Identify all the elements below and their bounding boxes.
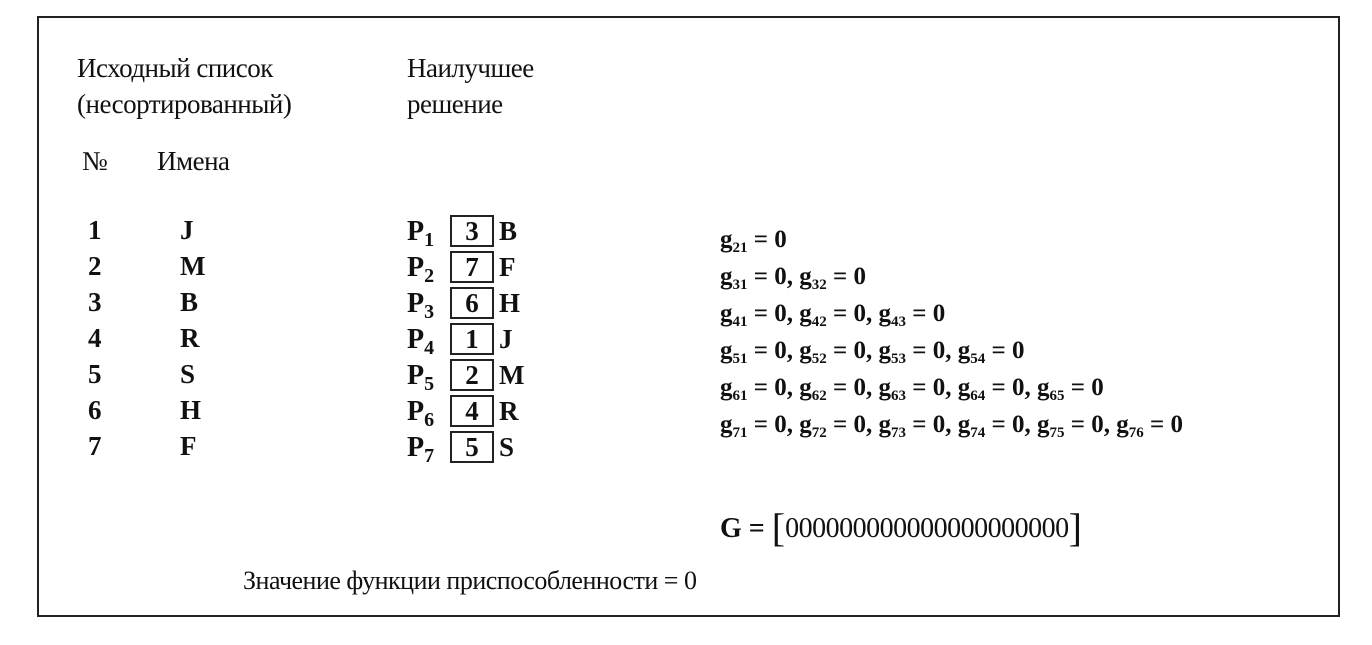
g-term-subscript: 72 <box>811 425 827 441</box>
original-list-header-line2: (несортированный) <box>77 89 292 119</box>
position-letter: P <box>407 252 425 283</box>
g-vector <box>720 504 1082 551</box>
position-letter: P <box>407 216 425 247</box>
g-term: $g_{74} = 0$ <box>957 411 1025 441</box>
original-list-name: F <box>180 431 197 461</box>
g-term-value: 0 <box>774 263 787 290</box>
gene-name: F <box>499 252 516 282</box>
gene-index-box: 3 <box>450 215 494 247</box>
position-label <box>407 252 434 288</box>
g-term: $g_{76} = 0$ <box>1116 411 1183 441</box>
g-term-value: 0 <box>1091 374 1104 401</box>
g-term-value: 0 <box>1012 411 1025 438</box>
g-term-subscript: 32 <box>811 277 827 293</box>
column-number-header: № <box>82 146 108 176</box>
original-list-name: H <box>180 395 202 425</box>
position-letter: P <box>407 324 425 355</box>
gene-name: B <box>499 216 518 246</box>
g-vector-close-bracket: ] <box>1068 505 1082 550</box>
g-term: $g_{54} = 0$ <box>957 337 1025 367</box>
original-list-name: J <box>180 215 194 245</box>
g-term-subscript: 53 <box>891 351 906 367</box>
g-term-value: 0 <box>853 263 866 290</box>
g-term-value: 0 <box>774 374 787 401</box>
original-list-number: 6 <box>88 395 102 425</box>
g-term-subscript: 42 <box>811 314 827 330</box>
g-equation-line: $g_{51} = 0$, $g_{52} = 0$, $g_{53} = 0$, $g_{54} = 0$ <box>720 337 1025 367</box>
fitness-value: 0 <box>683 566 697 595</box>
gene-index-box: 4 <box>450 395 494 427</box>
position-subscript: 4 <box>424 337 435 359</box>
g-term-value: 0 <box>932 337 946 364</box>
position-subscript: 7 <box>424 445 435 467</box>
g-term-value: 0 <box>774 300 787 327</box>
g-term-value: 0 <box>1012 337 1025 364</box>
g-term-subscript: 41 <box>732 314 748 330</box>
g-term: $g_{52} = 0$ <box>799 337 866 367</box>
g-term-subscript: 54 <box>970 351 986 367</box>
g-term-value: 0 <box>774 337 787 364</box>
column-names-header: Имена <box>157 146 230 176</box>
g-term: $g_{63} = 0$ <box>878 374 946 404</box>
g-term-subscript: 51 <box>732 351 748 367</box>
gene-index-box: 1 <box>450 323 494 355</box>
original-list-header-line1: Исходный список <box>77 53 273 83</box>
position-label <box>407 216 434 252</box>
g-term: $g_{73} = 0$ <box>878 411 946 441</box>
g-term-subscript: 65 <box>1049 388 1065 404</box>
g-term-value: 0 <box>1012 374 1025 401</box>
g-term-value: 0 <box>932 411 946 438</box>
best-solution-header <box>407 50 534 122</box>
original-list-name: S <box>180 359 196 389</box>
g-term-subscript: 71 <box>732 425 748 441</box>
g-term: $g_{31} = 0$ <box>720 263 787 293</box>
position-subscript: 3 <box>424 301 435 323</box>
position-letter: P <box>407 396 425 427</box>
g-term-subscript: 64 <box>970 388 986 404</box>
g-term-subscript: 63 <box>891 388 906 404</box>
g-term: $g_{71} = 0$ <box>720 411 787 441</box>
fitness-value-line <box>243 566 696 596</box>
gene-name: H <box>499 288 521 318</box>
fitness-equals: = <box>663 566 678 595</box>
g-term-value: 0 <box>774 411 787 438</box>
gene-index-box: 6 <box>450 287 494 319</box>
g-term: $g_{53} = 0$ <box>878 337 946 367</box>
original-list-number: 5 <box>88 359 102 389</box>
best-solution-header-line1: Наилучшее <box>407 53 534 83</box>
gene-name: R <box>499 396 519 426</box>
original-list-name: B <box>180 287 199 317</box>
g-term-subscript: 75 <box>1049 425 1065 441</box>
g-equation-line: $g_{41} = 0$, $g_{42} = 0$, $g_{43} = 0$ <box>720 300 946 330</box>
position-label <box>407 396 434 432</box>
gene-name: M <box>499 360 525 390</box>
position-letter: P <box>407 360 425 391</box>
g-term: $g_{61} = 0$ <box>720 374 787 404</box>
original-list-number: 1 <box>88 215 102 245</box>
g-term-subscript: 43 <box>891 314 906 330</box>
g-equation-line: $g_{71} = 0$, $g_{72} = 0$, $g_{73} = 0$, $g_{74} = 0$, $g_{75} = 0$, $g_{76} = 0$ <box>720 411 1183 441</box>
g-vector-value: 000000000000000000000 <box>785 513 1069 544</box>
g-equation-line: $g_{61} = 0$, $g_{62} = 0$, $g_{63} = 0$, $g_{64} = 0$, $g_{65} = 0$ <box>720 374 1104 404</box>
g-term: $g_{65} = 0$ <box>1037 374 1104 404</box>
position-label <box>407 288 434 324</box>
g-term-value: 0 <box>932 300 946 327</box>
original-list-number: 3 <box>88 287 102 317</box>
g-term: $g_{42} = 0$ <box>799 300 866 330</box>
original-list-number: 2 <box>88 251 102 281</box>
g-term-subscript: 61 <box>732 388 748 404</box>
g-term-subscript: 73 <box>891 425 906 441</box>
original-list-number: 7 <box>88 431 102 461</box>
g-term-value: 0 <box>774 226 787 253</box>
g-term-subscript: 52 <box>811 351 827 367</box>
position-letter: P <box>407 288 425 319</box>
position-subscript: 2 <box>424 265 435 287</box>
g-vector-label: G = <box>720 513 765 544</box>
g-term: $g_{32} = 0$ <box>799 263 866 293</box>
gene-name: S <box>499 432 515 462</box>
g-term: $g_{41} = 0$ <box>720 300 787 330</box>
g-term: $g_{75} = 0$ <box>1037 411 1104 441</box>
g-term-value: 0 <box>853 374 866 401</box>
best-solution-header-line2: решение <box>407 89 503 119</box>
g-equation-line: $g_{31} = 0$, $g_{32} = 0$ <box>720 263 866 293</box>
g-vector-open-bracket: [ <box>771 505 786 550</box>
g-term-subscript: 62 <box>811 388 827 404</box>
original-list-name: M <box>180 251 206 281</box>
g-term: $g_{21} = 0$ <box>720 226 787 256</box>
g-term-subscript: 74 <box>970 425 986 441</box>
position-label <box>407 432 434 468</box>
g-term: $g_{64} = 0$ <box>957 374 1025 404</box>
g-term-value: 0 <box>1091 411 1104 438</box>
g-term-value: 0 <box>853 411 866 438</box>
g-equation-line <box>720 226 787 257</box>
position-label <box>407 324 434 360</box>
g-term-subscript: 21 <box>732 240 748 256</box>
g-term-subscript: 76 <box>1128 425 1144 441</box>
position-letter: P <box>407 432 425 463</box>
gene-index-box: 5 <box>450 431 494 463</box>
g-term-value: 0 <box>853 337 866 364</box>
original-list-name: R <box>180 323 200 353</box>
g-term: $g_{72} = 0$ <box>799 411 866 441</box>
fitness-label: Значение функции приспособленности <box>243 566 658 595</box>
original-list-number: 4 <box>88 323 102 353</box>
g-term: $g_{43} = 0$ <box>878 300 946 330</box>
position-subscript: 6 <box>424 409 435 431</box>
gene-index-box: 2 <box>450 359 494 391</box>
position-subscript: 1 <box>424 229 435 251</box>
position-subscript: 5 <box>424 373 435 395</box>
g-term-value: 0 <box>853 300 866 327</box>
original-list-header <box>77 50 291 122</box>
position-label <box>407 360 434 396</box>
g-term-subscript: 31 <box>732 277 748 293</box>
g-term: $g_{62} = 0$ <box>799 374 866 404</box>
gene-index-box: 7 <box>450 251 494 283</box>
g-term-value: 0 <box>932 374 946 401</box>
gene-name: J <box>499 324 513 354</box>
g-term: $g_{51} = 0$ <box>720 337 787 367</box>
g-term-value: 0 <box>1170 411 1183 438</box>
